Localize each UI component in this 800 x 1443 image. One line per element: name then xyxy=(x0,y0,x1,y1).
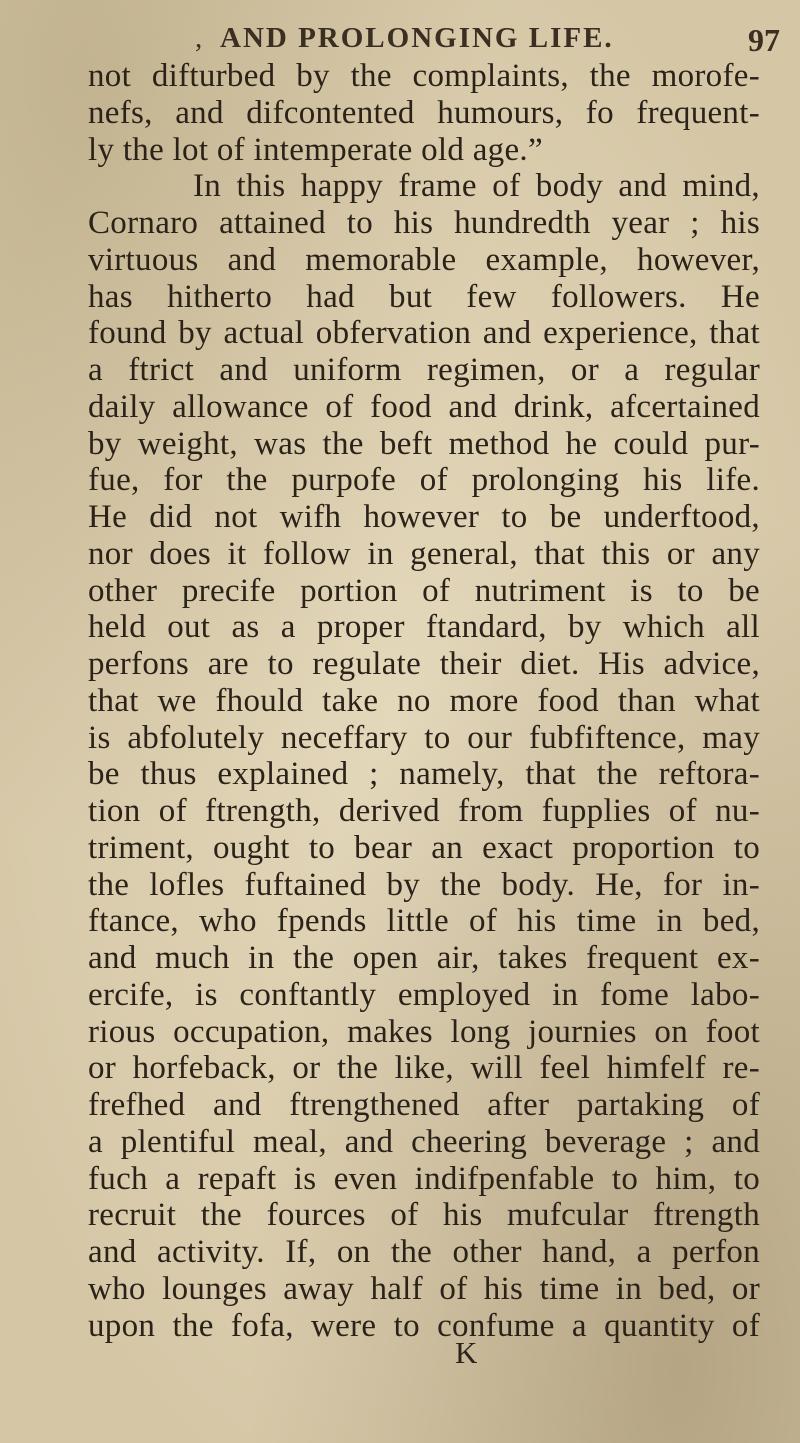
text-line: ly the lot of intemperate old age.” xyxy=(88,131,543,168)
text-line: a plentiful meal, and cheering beverage ; and xyxy=(88,1123,760,1160)
text-line: In this happy frame of body and mind, xyxy=(193,168,760,205)
running-head xyxy=(90,10,780,60)
text-line: ftance, who fpends little of his time in bed, xyxy=(88,903,760,940)
text-line: upon the fofa, were to confume a quantity of xyxy=(88,1307,760,1344)
text-line: be thus explained ; namely, that the reftora- xyxy=(88,756,760,793)
text-line: that we fhould take no more food than what xyxy=(88,682,760,719)
text-line: He did not wifh however to be underftood, xyxy=(88,499,760,535)
text-line: who lounges away half of his time in bed, or xyxy=(88,1270,760,1307)
page-number: 97 xyxy=(748,22,780,58)
text-line: other precife portion of nutriment is to be xyxy=(88,572,760,609)
text-line: ercife, is conftantly employed in fome labo- xyxy=(88,976,760,1013)
text-line: nefs, and difcontented humours, fo frequent- xyxy=(88,94,760,131)
text-line: is abfolutely neceffary to our fubfiftence, may xyxy=(88,719,760,756)
text-line: held out as a proper ftandard, by which all xyxy=(88,609,760,646)
text-line: daily allowance of food and drink, afcertained xyxy=(88,388,760,425)
text-line: a ftrict and uniform regimen, or a regular xyxy=(88,352,760,388)
text-line: frefhed and ftrengthened after partaking of xyxy=(88,1087,760,1123)
text-line: tion of ftrength, derived from fupplies of nu- xyxy=(88,793,760,829)
text-line: recruit the fources of his mufcular ftrength xyxy=(88,1197,760,1234)
text-line: triment, ought to bear an exact proportion to xyxy=(88,829,760,866)
text-line: not difturbed by the complaints, the morofe- xyxy=(88,58,760,94)
text-line: nor does it follow in general, that this or any xyxy=(88,535,760,572)
text-line: fuch a repaft is even indifpenfable to him, to xyxy=(88,1160,760,1197)
text-line: or horfeback, or the like, will feel himfelf re- xyxy=(88,1050,760,1087)
text-line: has hitherto had but few followers. He xyxy=(88,278,760,315)
text-line: by weight, was the beft method he could pur- xyxy=(88,425,760,462)
running-head-comma: , xyxy=(195,22,203,54)
text-line: and much in the open air, takes frequent ex- xyxy=(88,940,760,976)
text-line: Cornaro attained to his hundredth year ; his xyxy=(88,205,760,241)
text-line: found by actual obfervation and experience, that xyxy=(88,315,760,352)
signature-mark: K xyxy=(455,1335,478,1370)
text-line: rious occupation, makes long journies on foot xyxy=(88,1013,760,1050)
text-line: virtuous and memorable example, however, xyxy=(88,241,760,278)
text-line: and activity. If, on the other hand, a perfon xyxy=(88,1234,760,1270)
text-line: perfons are to regulate their diet. His advice, xyxy=(88,646,760,682)
text-line: the lofles fuftained by the body. He, for in- xyxy=(88,866,760,903)
running-head-title: AND PROLONGING LIFE. xyxy=(220,22,614,54)
text-line: fue, for the purpofe of prolonging his life. xyxy=(88,462,760,499)
